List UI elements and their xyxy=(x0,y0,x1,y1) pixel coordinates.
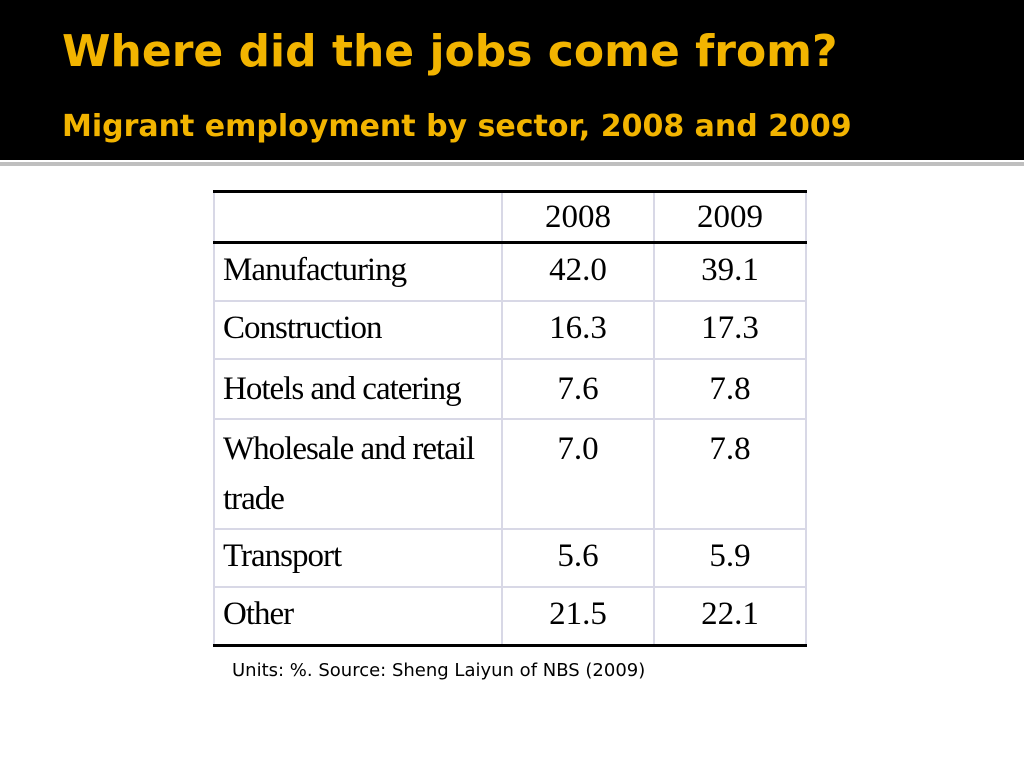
value-2009: 7.8 xyxy=(654,359,806,419)
sector-label: Wholesale and retail trade xyxy=(214,419,502,529)
table-row xyxy=(214,587,806,646)
table-header-row xyxy=(214,192,806,243)
table-row xyxy=(214,419,806,529)
value-2009: 7.8 xyxy=(654,419,806,529)
column-header-2009: 2009 xyxy=(654,192,806,243)
sector-label: Other xyxy=(214,587,502,646)
sector-label: Hotels and catering xyxy=(214,359,502,419)
sector-label: Transport xyxy=(214,529,502,587)
value-2009: 39.1 xyxy=(654,243,806,302)
value-2009: 5.9 xyxy=(654,529,806,587)
sector-label: Manufacturing xyxy=(214,243,502,302)
table-row xyxy=(214,359,806,419)
value-2008: 5.6 xyxy=(502,529,654,587)
value-2008: 16.3 xyxy=(502,301,654,359)
value-2008: 7.0 xyxy=(502,419,654,529)
column-header-sector xyxy=(214,192,502,243)
value-2009: 17.3 xyxy=(654,301,806,359)
sector-label: Construction xyxy=(214,301,502,359)
table-row xyxy=(214,243,806,302)
table-row xyxy=(214,529,806,587)
value-2008: 42.0 xyxy=(502,243,654,302)
value-2009: 22.1 xyxy=(654,587,806,646)
slide-subtitle: Migrant employment by sector, 2008 and 2009 xyxy=(62,109,852,144)
table-row xyxy=(214,301,806,359)
employment-table xyxy=(213,190,807,647)
source-footnote: Units: %. Source: Sheng Laiyun of NBS (2009) xyxy=(232,660,646,681)
value-2008: 21.5 xyxy=(502,587,654,646)
slide-title: Where did the jobs come from? xyxy=(62,26,838,77)
title-divider xyxy=(0,162,1024,166)
column-header-2008: 2008 xyxy=(502,192,654,243)
value-2008: 7.6 xyxy=(502,359,654,419)
